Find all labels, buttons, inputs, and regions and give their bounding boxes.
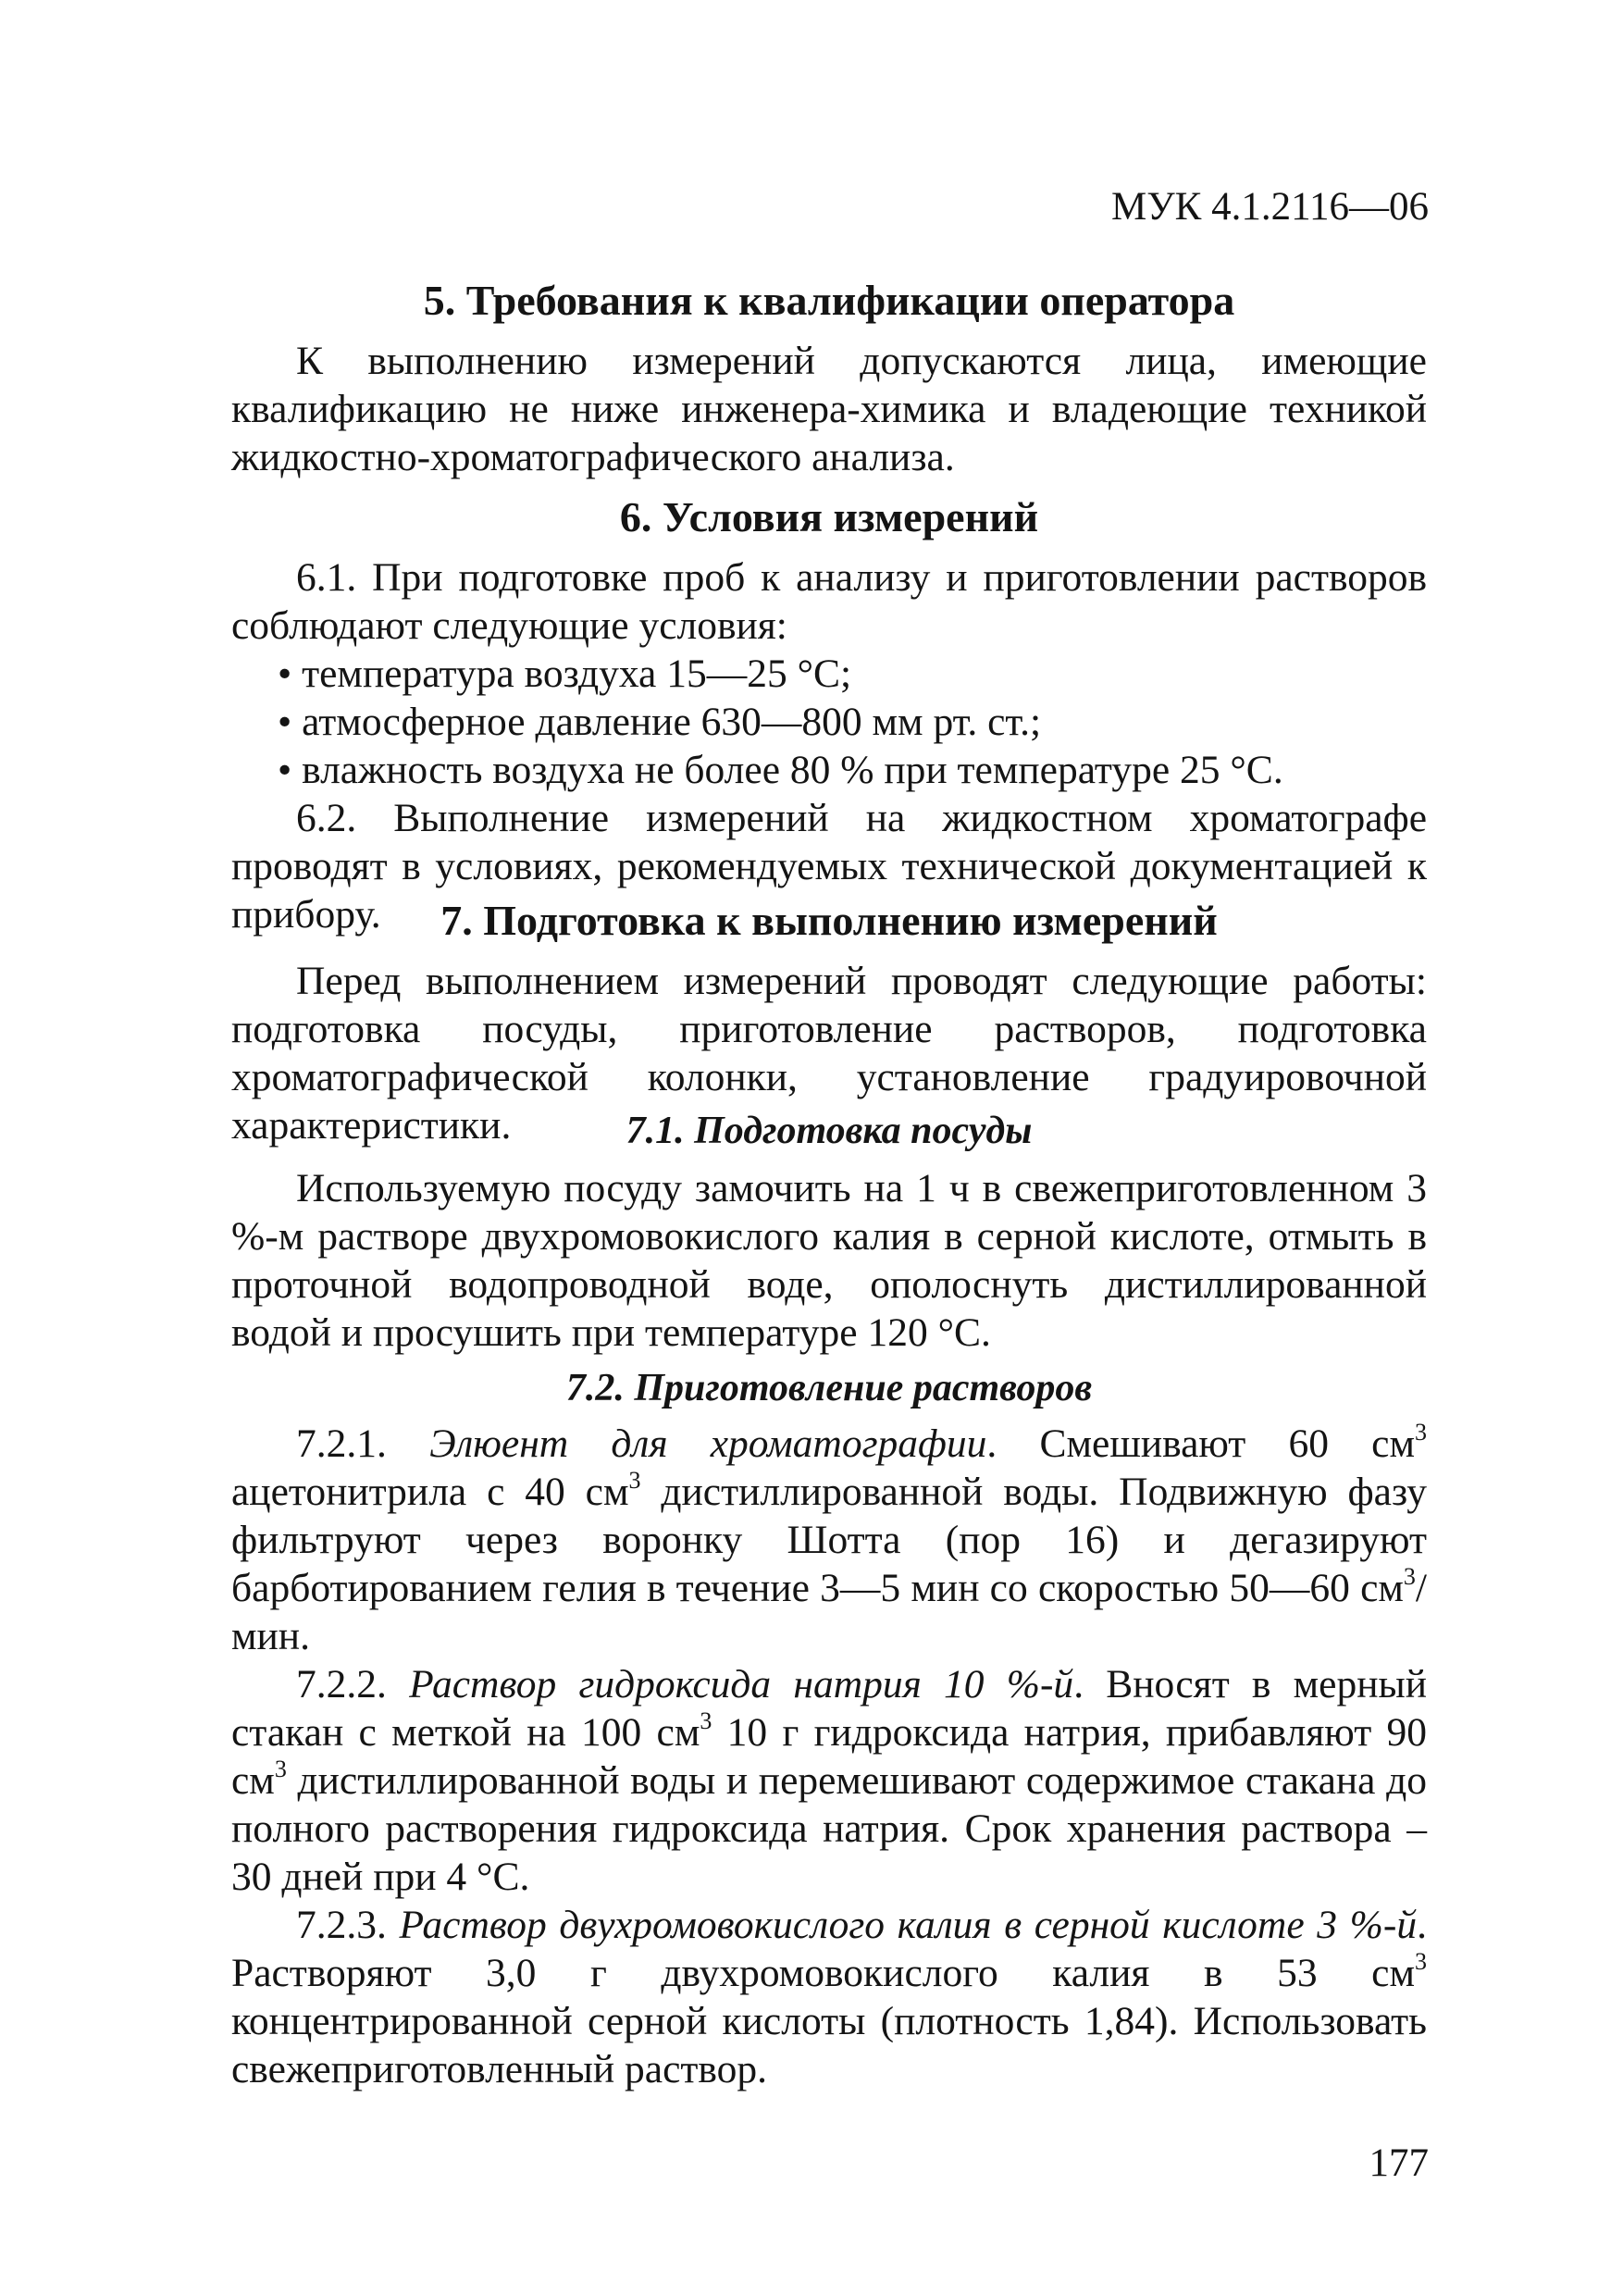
subsection-7-1-heading: 7.1. Подготовка посуды	[626, 1110, 1033, 1152]
list-item: • температура воздуха 15—25 °С;	[278, 652, 852, 696]
paragraph: Используемую посуду замочить на 1 ч в свежеприготовленном 3 %-м растворе двухромовокислого калия в серной кислоте, отмыть в проточной водопроводной воде, ополоснуть дистиллированной водой и просушить при температуре 120 °С.	[231, 1166, 1427, 1355]
page-number: 177	[1369, 2141, 1429, 2185]
item-name: Элюент для хроматографии	[429, 1421, 987, 1466]
paragraph-7-2-3: 7.2.3. Раствор двухромовокислого калия в серной кислоте 3 %-й. Растворяют 3,0 г двухромовокислого калия в 53 $см^3$ концентрированной серной кислоты (плотность 1,84). Использовать свежеприготовленный раствор.	[231, 1903, 1428, 2091]
item-name: Раствор гидроксида натрия 10 %-й	[409, 1662, 1074, 1706]
paragraph: 6.1. При подготовке проб к анализу и приготовлении растворов соблюдают следующие условия:	[231, 555, 1427, 648]
running-header: МУК 4.1.2116—06	[1110, 185, 1429, 229]
section-5-heading: 5. Требования к квалификации оператора	[423, 277, 1235, 324]
subsection-7-1-body	[231, 1164, 1427, 1357]
subsection-7-2-heading: 7.2. Приготовление растворов	[565, 1367, 1093, 1409]
section-5-body	[231, 337, 1427, 481]
section-6-heading: 6. Условия измерений	[619, 493, 1039, 540]
section-7-heading: 7. Подготовка к выполнению измерений	[440, 897, 1218, 944]
paragraph: Перед выполнением измерений проводят следующие работы: подготовка посуды, приготовление растворов, подготовка хроматографической колонки, установление градуировочной характеристики.	[231, 959, 1427, 1148]
paragraph: 6.2. Выполнение измерений на жидкостном хроматографе проводят в условиях, рекомендуемых технической документацией к прибору.	[231, 796, 1427, 937]
paragraph: К выполнению измерений допускаются лица, имеющие квалификацию не ниже инженера-химика и владеющие техникой жидкостно-хроматографического анализа.	[231, 339, 1427, 479]
item-name: Раствор двухромовокислого калия в серной кислоте 3 %-й	[399, 1903, 1418, 1947]
paragraph-7-2-2: 7.2.2. Раствор гидроксида натрия 10 %-й. Вносят в мерный стакан с меткой на 100 $см^3$ 10 г гидроксида натрия, прибавляют 90 $см^3$ дистиллированной воды и перемешивают содержимое стакана до полного растворения гидроксида натрия. Срок хранения раствора – 30 дней при 4 °С.	[231, 1662, 1428, 1899]
subsection-7-2-body	[231, 1420, 1427, 2093]
list-item: • атмосферное давление 630—800 мм рт. ст.;	[278, 700, 1042, 744]
list-item: • влажность воздуха не более 80 % при температуре 25 °С.	[278, 748, 1283, 792]
section-6-body	[231, 553, 1427, 938]
paragraph-7-2-1: 7.2.1. Элюент для хроматографии. Смешивают 60 $см^3$ ацетонитрила с 40 $см^3$ дистиллированной воды. Подвижную фазу фильтруют через воронку Шотта (пор 16) и дегазируют барботированием гелия в течение 3—5 мин со скоростью 50—60 $см^3$/мин.	[231, 1419, 1428, 1658]
